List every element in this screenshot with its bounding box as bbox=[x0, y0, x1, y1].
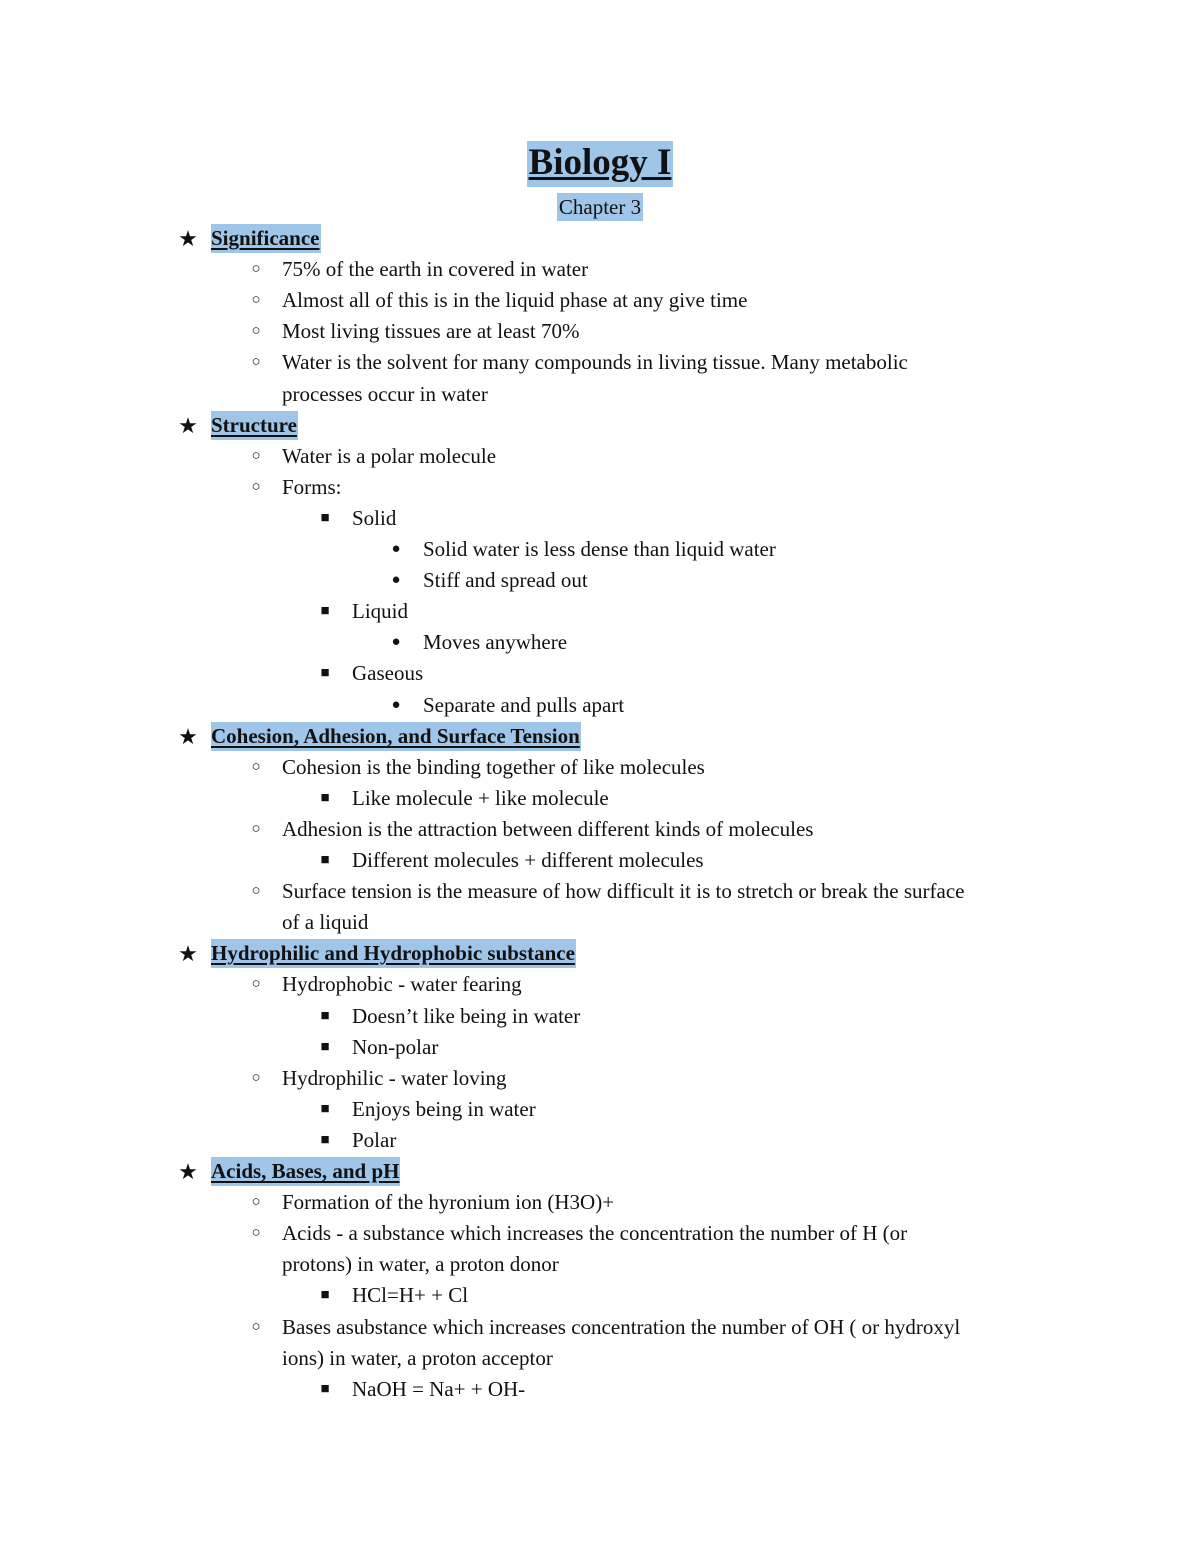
list-item-text: Forms: bbox=[282, 475, 342, 499]
list-item-text: Acids - a substance which increases the concentration the number of H (or bbox=[282, 1221, 908, 1245]
circle-bullet-icon: ○ bbox=[251, 354, 261, 370]
circle-bullet-icon: ○ bbox=[251, 292, 261, 308]
list-item-text: Polar bbox=[352, 1128, 397, 1152]
list-item-text: ions) in water, a proton acceptor bbox=[282, 1346, 553, 1370]
dot-bullet-icon: ● bbox=[391, 634, 401, 650]
list-item-text: HCl=H+ + Cl bbox=[352, 1283, 469, 1307]
list-item-text: Solid water is less dense than liquid water bbox=[423, 537, 776, 561]
list-item-text: Surface tension is the measure of how difficult it is to stretch or break the surface bbox=[282, 879, 965, 903]
section-heading-text: Hydrophilic and Hydrophobic substance bbox=[211, 939, 576, 968]
list-item-text: Enjoys being in water bbox=[352, 1097, 536, 1121]
circle-bullet-icon: ○ bbox=[251, 759, 261, 775]
dot-bullet-icon: ● bbox=[391, 697, 401, 713]
list-item-text: processes occur in water bbox=[282, 382, 488, 406]
square-bullet-icon: ■ bbox=[320, 790, 330, 806]
star-bullet-icon: ★ bbox=[178, 413, 198, 438]
square-bullet-icon: ■ bbox=[320, 1381, 330, 1397]
list-item-text: Water is a polar molecule bbox=[282, 444, 497, 468]
circle-bullet-icon: ○ bbox=[251, 1225, 261, 1241]
list-item-text: Separate and pulls apart bbox=[423, 693, 625, 717]
list-item-text: Different molecules + different molecules bbox=[352, 848, 704, 872]
list-item-text: Bases asubstance which increases concentration the number of OH ( or hydroxyl bbox=[282, 1315, 961, 1339]
circle-bullet-icon: ○ bbox=[251, 976, 261, 992]
section-heading-text: Structure bbox=[211, 411, 298, 440]
square-bullet-icon: ■ bbox=[320, 1008, 330, 1024]
list-item-text: Solid bbox=[352, 506, 397, 530]
list-item-text: Formation of the hyronium ion (H3O)+ bbox=[282, 1190, 615, 1214]
circle-bullet-icon: ○ bbox=[251, 1319, 261, 1335]
square-bullet-icon: ■ bbox=[320, 510, 330, 526]
circle-bullet-icon: ○ bbox=[251, 323, 261, 339]
list-item-text: 75% of the earth in covered in water bbox=[282, 257, 589, 281]
square-bullet-icon: ■ bbox=[320, 852, 330, 868]
page-subtitle: Chapter 3 bbox=[558, 195, 642, 219]
dot-bullet-icon: ● bbox=[391, 541, 401, 557]
star-bullet-icon: ★ bbox=[178, 1159, 198, 1184]
list-item-text: Almost all of this is in the liquid phase at any give time bbox=[282, 288, 748, 312]
list-item-text: NaOH = Na+ + OH- bbox=[352, 1377, 526, 1401]
section-heading-text: Acids, Bases, and pH bbox=[211, 1157, 400, 1186]
square-bullet-icon: ■ bbox=[320, 1287, 330, 1303]
list-item-text: Stiff and spread out bbox=[423, 568, 588, 592]
circle-bullet-icon: ○ bbox=[251, 261, 261, 277]
square-bullet-icon: ■ bbox=[320, 1101, 330, 1117]
circle-bullet-icon: ○ bbox=[251, 883, 261, 899]
circle-bullet-icon: ○ bbox=[251, 821, 261, 837]
dot-bullet-icon: ● bbox=[391, 572, 401, 588]
list-item-text: Doesn’t like being in water bbox=[352, 1004, 581, 1028]
star-bullet-icon: ★ bbox=[178, 226, 198, 251]
list-item-text: of a liquid bbox=[282, 910, 369, 934]
list-item-text: Hydrophobic - water fearing bbox=[282, 972, 522, 996]
circle-bullet-icon: ○ bbox=[251, 448, 261, 464]
star-bullet-icon: ★ bbox=[178, 941, 198, 966]
subtitle-container bbox=[0, 193, 1200, 221]
list-item-text: Gaseous bbox=[352, 661, 424, 685]
list-item-text: Moves anywhere bbox=[423, 630, 568, 654]
title-container bbox=[0, 141, 1200, 187]
list-item-text: Most living tissues are at least 70% bbox=[282, 319, 580, 343]
circle-bullet-icon: ○ bbox=[251, 1070, 261, 1086]
star-bullet-icon: ★ bbox=[178, 724, 198, 749]
list-item-text: protons) in water, a proton donor bbox=[282, 1252, 559, 1276]
section-heading-text: Cohesion, Adhesion, and Surface Tension bbox=[211, 722, 581, 751]
circle-bullet-icon: ○ bbox=[251, 479, 261, 495]
list-item-text: Cohesion is the binding together of like molecules bbox=[282, 755, 705, 779]
list-item-text: Non-polar bbox=[352, 1035, 439, 1059]
section-heading-text: Significance bbox=[211, 224, 321, 253]
square-bullet-icon: ■ bbox=[320, 1132, 330, 1148]
square-bullet-icon: ■ bbox=[320, 665, 330, 681]
list-item-text: Water is the solvent for many compounds in living tissue. Many metabolic bbox=[282, 350, 908, 374]
list-item-text: Hydrophilic - water loving bbox=[282, 1066, 507, 1090]
list-item-text: Adhesion is the attraction between different kinds of molecules bbox=[282, 817, 814, 841]
list-item-text: Liquid bbox=[352, 599, 408, 623]
circle-bullet-icon: ○ bbox=[251, 1194, 261, 1210]
square-bullet-icon: ■ bbox=[320, 603, 330, 619]
page-title: Biology I bbox=[527, 141, 674, 187]
square-bullet-icon: ■ bbox=[320, 1039, 330, 1055]
list-item-text: Like molecule + like molecule bbox=[352, 786, 609, 810]
